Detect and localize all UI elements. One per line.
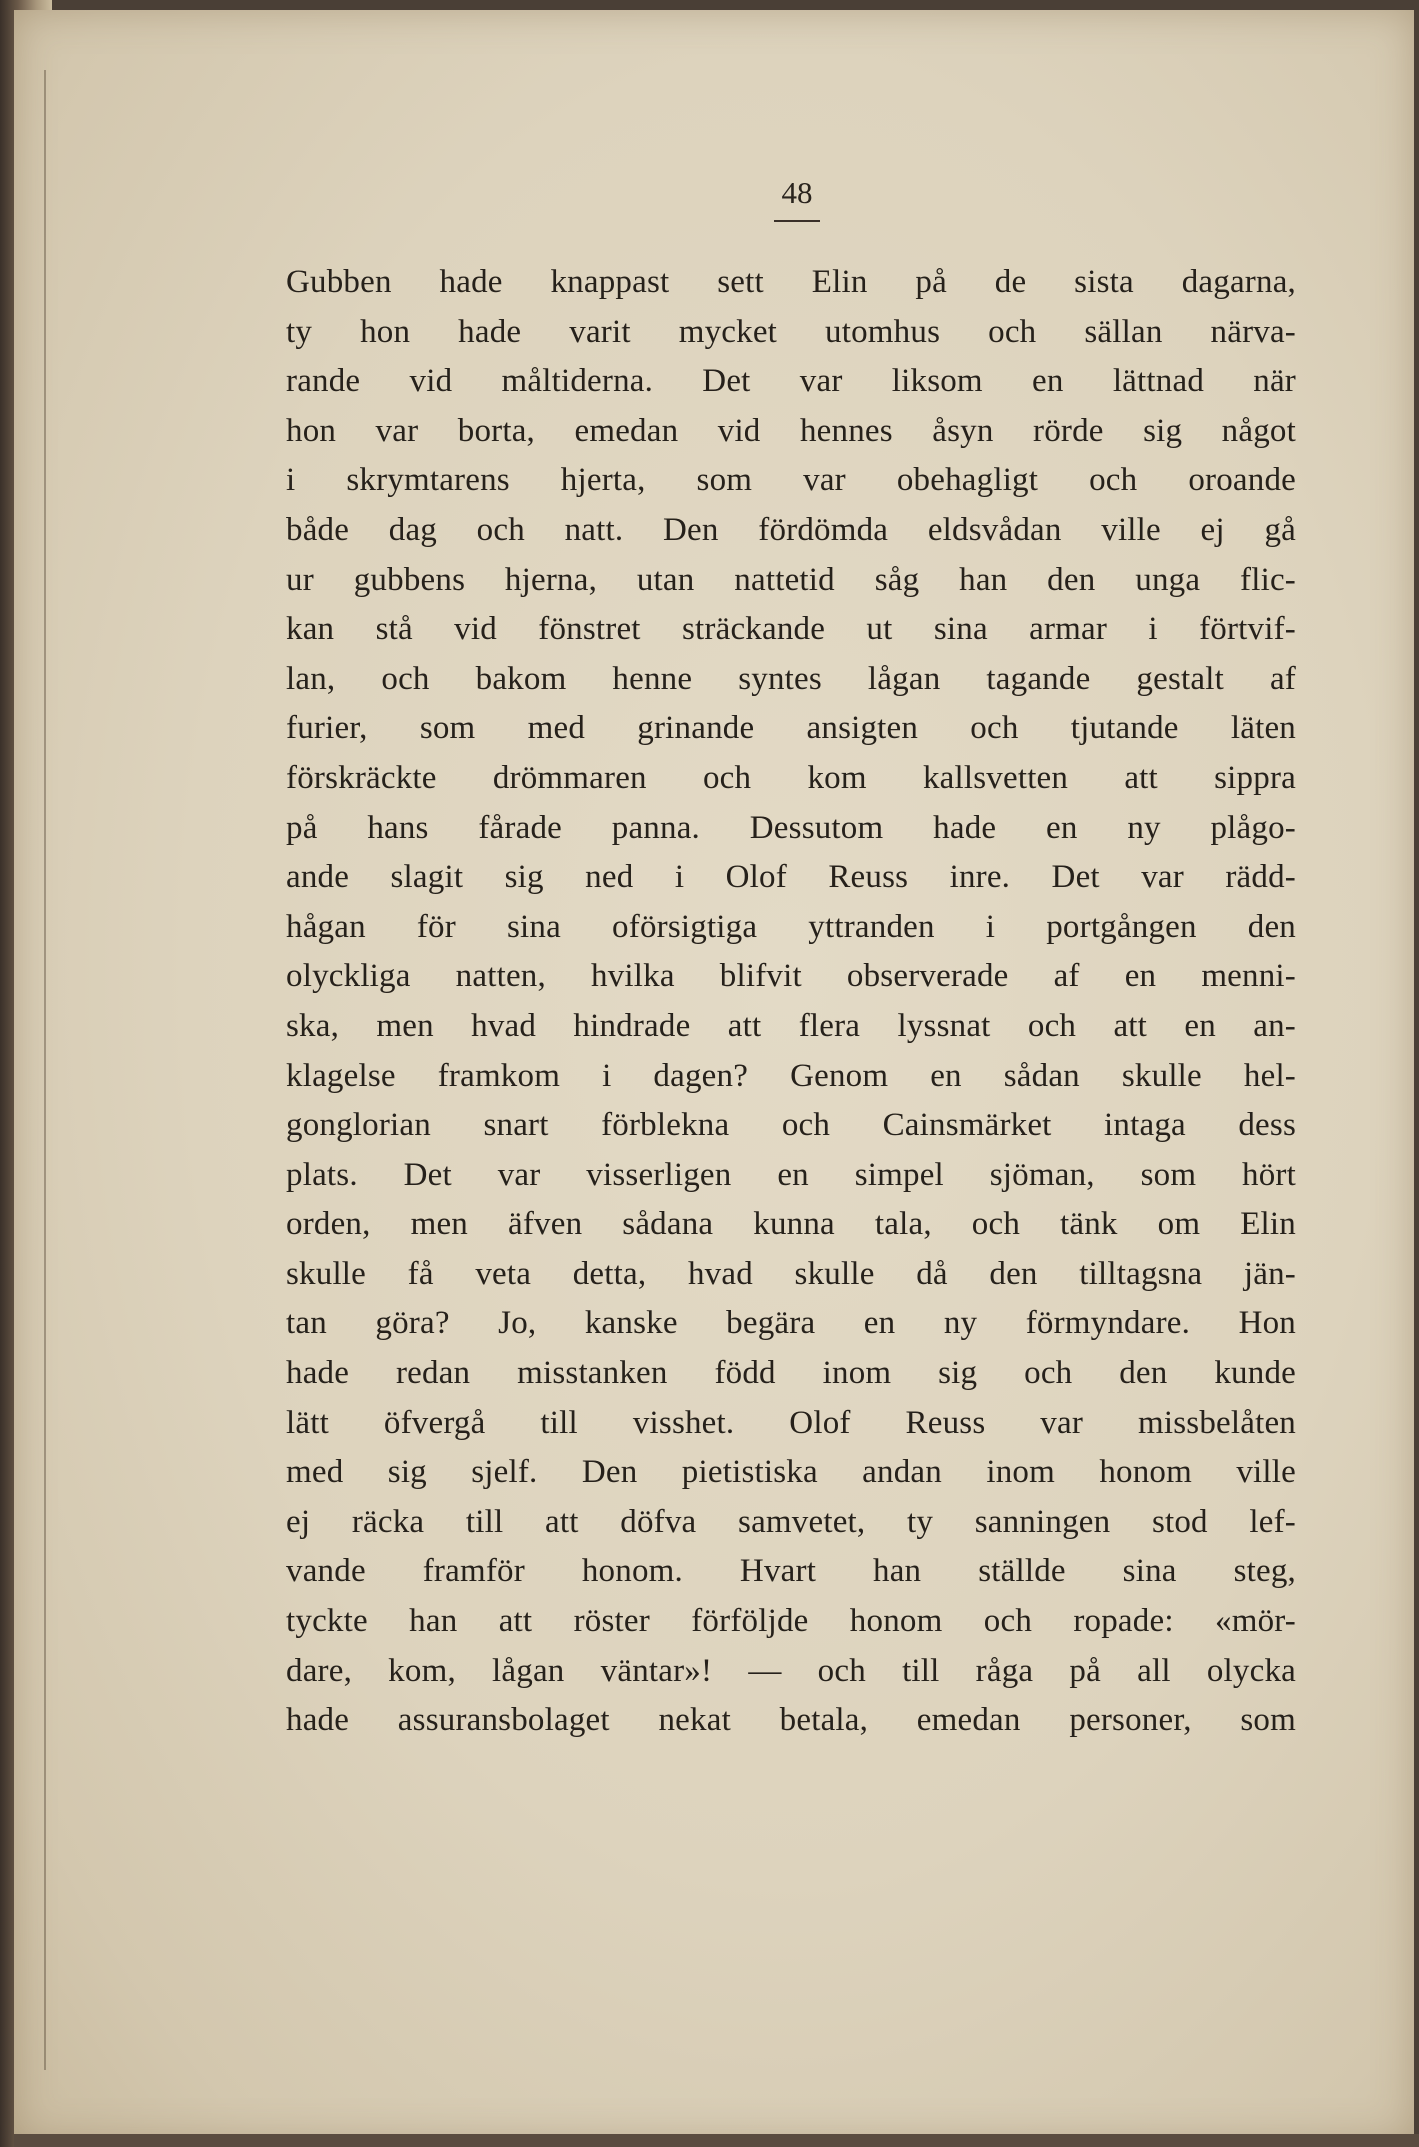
- text-line: rande vid måltiderna. Det var liksom en lättnad när: [286, 363, 1296, 400]
- text-line: vande framför honom. Hvart han ställde sina steg,: [286, 1553, 1296, 1590]
- text-line: hon var borta, emedan vid hennes åsyn rörde sig något: [286, 412, 1296, 449]
- page-number-rule: [774, 220, 820, 222]
- text-line: ty hon hade varit mycket utomhus och sällan närva-: [286, 313, 1296, 350]
- body-text: [286, 258, 1296, 1746]
- text-line: ej räcka till att döfva samvetet, ty sanningen stod lef-: [286, 1503, 1296, 1540]
- text-line: förskräckte drömmaren och kom kallsvetten att sippra: [286, 759, 1296, 796]
- text-line: ande slagit sig ned i Olof Reuss inre. Det var rädd-: [286, 859, 1296, 896]
- text-line: olyckliga natten, hvilka blifvit observerade af en menni-: [286, 958, 1296, 995]
- text-line: ur gubbens hjerna, utan nattetid såg han den unga flic-: [286, 561, 1296, 598]
- page-bottom-edge: [14, 2134, 1419, 2147]
- page-number: 48: [781, 175, 813, 210]
- text-line: lätt öfvergå till visshet. Olof Reuss var missbelåten: [286, 1404, 1296, 1441]
- text-line: Gubben hade knappast sett Elin på de sista dagarna,: [286, 264, 1296, 300]
- text-line: hade redan misstanken född inom sig och den kunde: [286, 1355, 1296, 1392]
- text-line: tyckte han att röster förföljde honom och ropade: «mör-: [286, 1603, 1296, 1640]
- text-line: orden, men äfven sådana kunna tala, och tänk om Elin: [286, 1206, 1296, 1243]
- text-line: gonglorian snart förblekna och Cainsmärket intaga dess: [286, 1107, 1296, 1144]
- text-line: både dag och natt. Den fördömda eldsvådan ville ej gå: [286, 511, 1296, 548]
- text-line: ska, men hvad hindrade att flera lyssnat och att en an-: [286, 1007, 1296, 1044]
- gutter-line: [44, 70, 46, 2070]
- text-line: hågan för sina oförsigtiga yttranden i portgången den: [286, 908, 1296, 945]
- text-line: med sig sjelf. Den pietistiska andan inom honom ville: [286, 1454, 1296, 1491]
- text-line: hade assuransbolaget nekat betala, emedan personer, som: [286, 1702, 1296, 1739]
- text-line: på hans fårade panna. Dessutom hade en ny plågo-: [286, 809, 1296, 846]
- text-line: klagelse framkom i dagen? Genom en sådan skulle hel-: [286, 1057, 1296, 1094]
- text-line: i skrymtarens hjerta, som var obehagligt och oroande: [286, 462, 1296, 499]
- text-line: skulle få veta detta, hvad skulle då den tilltagsna jän-: [286, 1255, 1296, 1292]
- text-line: kan stå vid fönstret sträckande ut sina armar i förtvif-: [286, 611, 1296, 648]
- text-line: tan göra? Jo, kanske begära en ny förmyndare. Hon: [286, 1305, 1296, 1342]
- text-line: lan, och bakom henne syntes lågan tagande gestalt af: [286, 660, 1296, 697]
- text-line: dare, kom, lågan väntar»! — och till råga på all olycka: [286, 1652, 1296, 1689]
- text-line: furier, som med grinande ansigten och tjutande läten: [286, 710, 1296, 747]
- text-line: plats. Det var visserligen en simpel sjöman, som hört: [286, 1156, 1296, 1193]
